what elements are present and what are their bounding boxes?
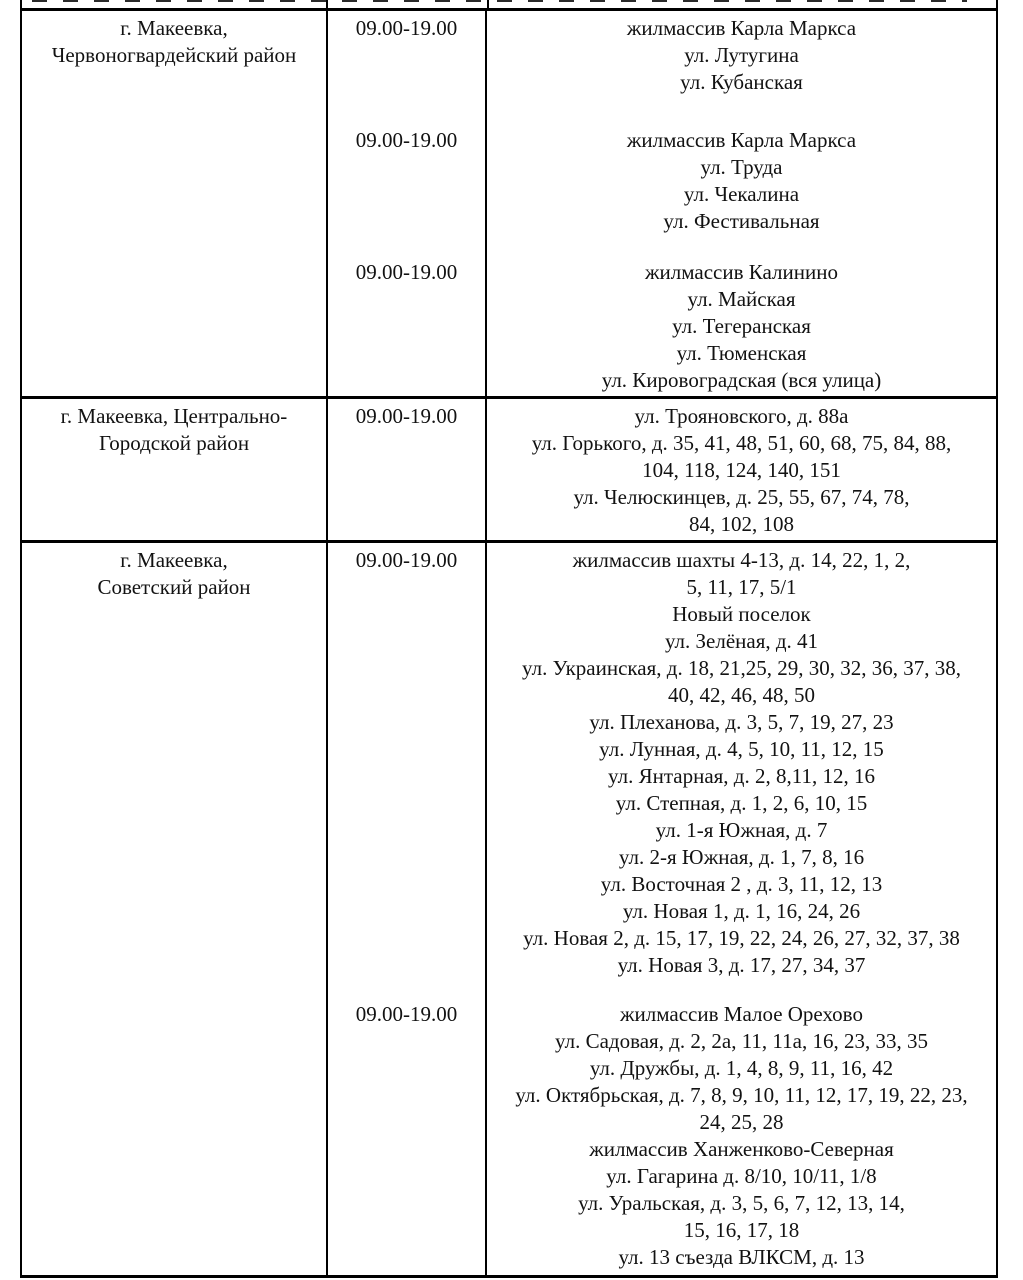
- address-line: Новый поселок: [672, 602, 811, 626]
- address-line: ул. Дружбы, д. 1, 4, 8, 9, 11, 16, 42: [589, 1056, 894, 1080]
- address-line: ул. Труда: [700, 155, 783, 179]
- address-line: 84, 102, 108: [689, 512, 794, 536]
- time-cell: [328, 255, 487, 396]
- address-line: ул. Лутугина: [684, 43, 799, 67]
- address-cell: [487, 997, 996, 1275]
- time-cell: [328, 997, 487, 1275]
- district-name-line: г. Макеевка,: [120, 548, 228, 572]
- address-line: ул. 2-я Южная, д. 1, 7, 8, 16: [618, 845, 865, 869]
- district-cell: [22, 11, 328, 396]
- address-line: ул. Янтарная, д. 2, 8,11, 12, 16: [608, 764, 875, 788]
- time-block: [328, 997, 996, 1275]
- address-line: ул. Плеханова, д. 3, 5, 7, 19, 27, 23: [589, 710, 894, 734]
- address-line: ул. Октябрьская, д. 7, 8, 9, 10, 11, 12, 17, 19, 22, 23,: [515, 1083, 968, 1107]
- address-line: ул. Степная, д. 1, 2, 6, 10, 15: [615, 791, 868, 815]
- address-cell: [487, 11, 996, 123]
- address-line: ул. Чекалина: [683, 182, 800, 206]
- address-line: 24, 25, 28: [699, 1110, 784, 1134]
- address-line: жилмассив шахты 4-13, д. 14, 22, 1, 2,: [572, 548, 911, 572]
- district-name-line: г. Макеевка, Центрально-: [60, 404, 288, 428]
- address-line: ул. Новая 2, д. 15, 17, 19, 22, 24, 26, 27, 32, 37, 38: [523, 926, 960, 950]
- clipped-district-cell: [22, 0, 328, 8]
- address-line: жилмассив Калинино: [645, 260, 838, 284]
- address-line: ул. Горького, д. 35, 41, 48, 51, 60, 68, 75, 84, 88,: [531, 431, 952, 455]
- time-block: [328, 11, 996, 123]
- table-row-centralno-gorodskoy: [22, 396, 996, 540]
- address-line: ул. Кубанская: [680, 70, 803, 94]
- clipped-address-cell: [489, 0, 996, 8]
- address-line: ул. Новая 3, д. 17, 27, 34, 37: [617, 953, 866, 977]
- district-name-line: Червоногвардейский район: [51, 43, 297, 67]
- address-line: 40, 42, 46, 48, 50: [668, 683, 815, 707]
- time-cell: [328, 11, 487, 123]
- district-name-line: Советский район: [97, 575, 251, 599]
- schedule-cell-group: [328, 399, 996, 540]
- district-name-line: г. Макеевка,: [120, 16, 228, 40]
- address-line: жилмассив Карла Маркса: [626, 16, 857, 40]
- address-line: жилмассив Карла Маркса: [626, 128, 857, 152]
- time-range: 09.00-19.00: [355, 16, 458, 40]
- address-line: ул. 13 съезда ВЛКСМ, д. 13: [618, 1245, 865, 1269]
- address-line: ул. Майская: [687, 287, 796, 311]
- time-block: [328, 255, 996, 396]
- table-row-chervonogvardeysky: [22, 8, 996, 396]
- address-line: 104, 118, 124, 140, 151: [642, 458, 841, 482]
- address-cell: [487, 255, 996, 396]
- schedule-cell-group: [328, 543, 996, 1275]
- schedule-cell-group: [328, 11, 996, 396]
- address-line: жилмассив Ханженково-Северная: [589, 1137, 894, 1161]
- address-line: ул. Украинская, д. 18, 21,25, 29, 30, 32, 36, 37, 38,: [522, 656, 961, 680]
- time-cell: [328, 399, 487, 540]
- address-line: ул. 1-я Южная, д. 7: [655, 818, 828, 842]
- address-line: 5, 11, 17, 5/1: [686, 575, 797, 599]
- district-cell: [22, 399, 328, 540]
- time-block: [328, 399, 996, 540]
- address-line: ул. Кировоградская (вся улица): [601, 368, 882, 392]
- address-line: ул. Зелёная, д. 41: [664, 629, 819, 653]
- district-name-line: Городской район: [98, 431, 250, 455]
- time-cell: [328, 543, 487, 997]
- time-range: 09.00-19.00: [355, 128, 458, 152]
- time-block: [328, 543, 996, 997]
- address-line: ул. Фестивальная: [663, 209, 820, 233]
- address-line: ул. Тегеранская: [672, 314, 811, 338]
- time-block: [328, 123, 996, 255]
- outage-schedule-table: [20, 0, 998, 1278]
- address-line: ул. Челюскинцев, д. 25, 55, 67, 74, 78,: [573, 485, 910, 509]
- address-line: ул. Гагарина д. 8/10, 10/11, 1/8: [606, 1164, 877, 1188]
- time-range: 09.00-19.00: [355, 548, 458, 572]
- address-line: 15, 16, 17, 18: [683, 1218, 800, 1242]
- address-line: ул. Садовая, д. 2, 2а, 11, 11а, 16, 23, 33, 35: [555, 1029, 928, 1053]
- address-line: жилмассив Малое Орехово: [620, 1002, 863, 1026]
- address-cell: [487, 123, 996, 255]
- address-line: ул. Трояновского, д. 88а: [634, 404, 849, 428]
- clipped-time-cell: [328, 0, 489, 8]
- address-line: ул. Лунная, д. 4, 5, 10, 11, 12, 15: [599, 737, 884, 761]
- time-range: 09.00-19.00: [355, 404, 458, 428]
- address-line: ул. Восточная 2 , д. 3, 11, 12, 13: [600, 872, 883, 896]
- table-row-sovetsky: [22, 540, 996, 1275]
- address-line: ул. Новая 1, д. 1, 16, 24, 26: [622, 899, 861, 923]
- time-cell: [328, 123, 487, 255]
- table-row-clipped-top: [22, 0, 996, 8]
- address-line: ул. Уральская, д. 3, 5, 6, 7, 12, 13, 14,: [578, 1191, 905, 1215]
- address-cell: [487, 399, 996, 540]
- time-range: 09.00-19.00: [355, 260, 458, 284]
- time-range: 09.00-19.00: [355, 1002, 458, 1026]
- address-cell: [487, 543, 996, 997]
- district-cell: [22, 543, 328, 1275]
- address-line: ул. Тюменская: [676, 341, 807, 365]
